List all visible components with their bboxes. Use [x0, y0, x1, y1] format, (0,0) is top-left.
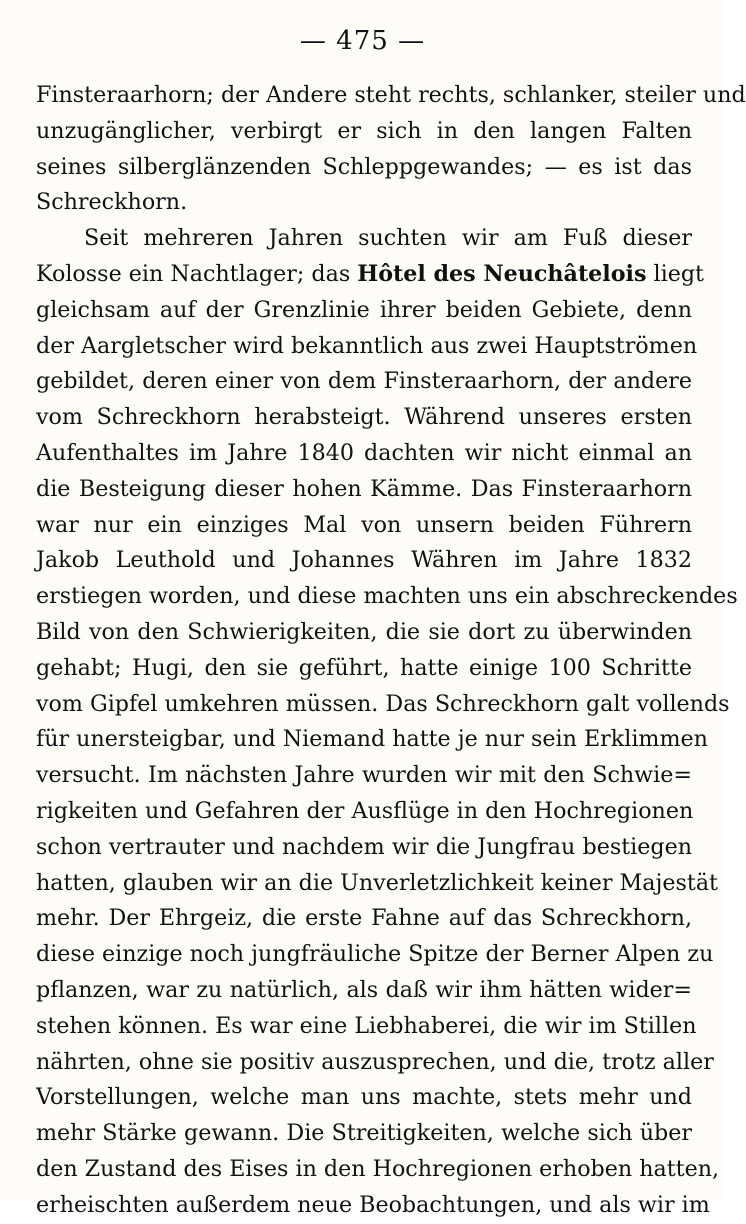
text-line: erstiegen worden, und diese machten uns ein abschreckendes	[36, 583, 738, 610]
text-line: war nur ein einziges Mal von unsern beiden Führern	[36, 511, 692, 538]
text-line: unzugänglicher, verbirgt er sich in den langen Falten	[36, 117, 692, 144]
hotel-name: Hôtel des Neuchâtelois	[357, 260, 647, 287]
page-number: — 475 —	[299, 26, 426, 56]
text-line: diese einzige noch jungfräuliche Spitze der Berner Alpen zu	[36, 941, 714, 968]
text-line: der Aargletscher wird bekanntlich aus zwei Hauptströmen	[36, 332, 698, 359]
text-line: erheischten außerdem neue Beobachtungen, und als wir im	[36, 1191, 710, 1218]
text-line: versucht. Im nächsten Jahre wurden wir mit den Schwie=	[36, 762, 692, 789]
text-line: nährten, ohne sie positiv auszusprechen, und die, trotz aller	[36, 1048, 714, 1075]
text-line: stehen können. Es war eine Liebhaberei, die wir im Stillen	[36, 1012, 697, 1039]
text-line: schon vertrauter und nachdem wir die Jungfrau bestiegen	[36, 833, 692, 860]
text-line: mehr. Der Ehrgeiz, die erste Fahne auf das Schreckhorn,	[36, 905, 692, 932]
text-line: Jakob Leuthold und Johannes Währen im Jahre 1832	[36, 547, 692, 574]
text-segment: liegt	[646, 260, 704, 287]
text-line: Seit mehreren Jahren suchten wir am Fuß dieser	[84, 225, 692, 252]
text-line: Bild von den Schwierigkeiten, die sie dort zu überwinden	[36, 618, 692, 645]
text-line: vom Schreckhorn herabsteigt. Während unseres ersten	[36, 404, 692, 431]
text-line: gleichsam auf der Grenzlinie ihrer beiden Gebiete, denn	[36, 296, 692, 323]
text-line: pflanzen, war zu natürlich, als daß wir ihm hätten wider=	[36, 976, 692, 1003]
text-line: die Besteigung dieser hohen Kämme. Das Finsteraarhorn	[36, 475, 692, 502]
text-segment: Kolosse ein Nachtlager; das	[36, 260, 358, 287]
text-line-with-bold	[36, 257, 704, 293]
text-line: gebildet, deren einer von dem Finsteraarhorn, der andere	[36, 368, 692, 395]
text-line: Aufenthaltes im Jahre 1840 dachten wir nicht einmal an	[36, 439, 692, 466]
text-line: Schreckhorn.	[36, 189, 188, 216]
text-line: den Zustand des Eises in den Hochregionen erhoben hatten,	[36, 1155, 720, 1182]
text-line: hatten, glauben wir an die Unverletzlichkeit keiner Majestät	[36, 869, 718, 896]
text-line: für unersteigbar, und Niemand hatte je nur sein Erklimmen	[36, 726, 708, 753]
text-line: vom Gipfel umkehren müssen. Das Schreckhorn galt vollends	[36, 690, 730, 717]
text-line: mehr Stärke gewann. Die Streitigkeiten, welche sich über	[36, 1120, 692, 1147]
text-line: rigkeiten und Gefahren der Ausflüge in den Hochregionen	[36, 797, 694, 824]
text-line: Vorstellungen, welche man uns machte, stets mehr und	[36, 1084, 692, 1111]
body-text	[36, 78, 746, 1224]
text-line: gehabt; Hugi, den sie geführt, hatte einige 100 Schritte	[36, 654, 692, 681]
text-line: seines silberglänzenden Schleppgewandes; — es ist das	[36, 153, 692, 180]
text-line: Finsteraarhorn; der Andere steht rechts, schlanker, steiler und	[36, 82, 746, 108]
